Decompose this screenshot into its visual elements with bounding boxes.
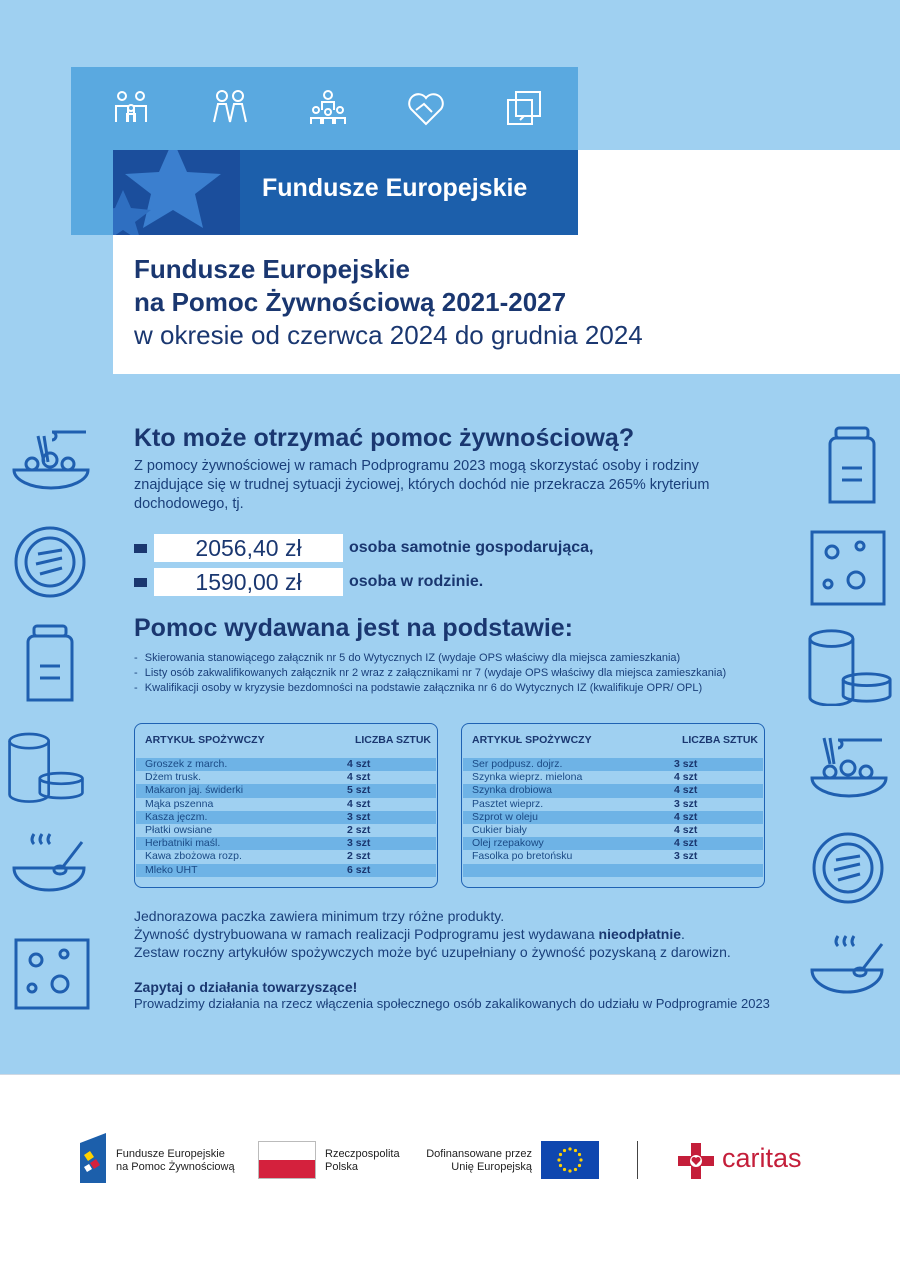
- item-quantity: 3 szt: [347, 810, 371, 823]
- milk-carton-icon: [818, 424, 898, 504]
- cheese-icon: [12, 930, 92, 1010]
- item-quantity: 3 szt: [674, 797, 698, 810]
- bullet-marker: [134, 544, 147, 553]
- item-name: Szprot w oleju: [472, 810, 538, 823]
- eu-line-1: Dofinansowane przez: [426, 1148, 532, 1160]
- item-name: Herbatniki maśl.: [145, 837, 221, 850]
- table-row: [136, 864, 436, 877]
- item-quantity: 2 szt: [347, 850, 371, 863]
- logo-divider: [637, 1141, 638, 1179]
- soup-bowl-icon: [10, 830, 90, 910]
- eligibility-text: Z pomocy żywnościowej w ramach Podprogramu 2023 mogą skorzystać osoby i rodziny znajdujące się w trudnej sytuacji życiowej, których dochód nie przekracza 265% kryterium dochodowego, tj.: [134, 458, 710, 512]
- item-name: Ser podpusz. dojrz.: [472, 758, 563, 770]
- item-quantity: 4 szt: [674, 823, 698, 836]
- table-row: [136, 798, 436, 811]
- fe-logo-icon: [80, 1133, 110, 1183]
- list-item: - Listy osób zakwalifikowanych załącznik nr 2 wraz z załącznikami nr 7 (wydaje OPS właściwy dla miejsca zamieszkania): [134, 666, 726, 681]
- note-text: Żywność dystrybuowana w ramach realizacji Podprogramu jest wydawana: [134, 926, 599, 942]
- pasta-bowl-icon: [810, 728, 890, 808]
- header-icons: [112, 88, 552, 128]
- plate-icon: [12, 524, 92, 604]
- item-name: Fasolka po bretońsku: [472, 850, 573, 863]
- table-row: [463, 837, 763, 850]
- item-quantity: 4 szt: [347, 758, 371, 770]
- table-row: [463, 798, 763, 811]
- ask-subtext: Prowadzimy działania na rzecz włączenia społecznego osób zakalikowanych do udziału w Podprogramie 2023: [134, 996, 770, 1011]
- cheese-icon: [808, 526, 888, 606]
- basis-heading: Pomoc wydawana jest na podstawie:: [134, 614, 574, 642]
- rp-line-1: Rzeczpospolita: [325, 1148, 400, 1160]
- milk-carton-icon: [16, 622, 96, 702]
- eu-flag-icon: [541, 1141, 599, 1179]
- item-name: Szynka wieprz. mielona: [472, 771, 583, 784]
- fe-logo-text: [116, 1148, 235, 1174]
- item-name: Cukier biały: [472, 823, 527, 836]
- item-quantity: 3 szt: [674, 850, 698, 863]
- column-header-item: ARTYKUŁ SPOŻYWCZY: [145, 734, 265, 746]
- family-icon: [112, 88, 152, 128]
- food-table-left: [134, 723, 438, 888]
- title-line-1: Fundusze Europejskie: [134, 254, 410, 284]
- item-name: Groszek z march.: [145, 758, 228, 770]
- fe-line-2: na Pomoc Żywnościową: [116, 1161, 235, 1173]
- income-label: osoba w rodzinie.: [349, 573, 484, 590]
- eligibility-heading: Kto może otrzymać pomoc żywnościową?: [134, 424, 635, 452]
- item-name: Mąka pszenna: [145, 797, 214, 810]
- table-row: [136, 771, 436, 784]
- item-name: Olej rzepakowy: [472, 837, 544, 850]
- item-name: Mleko UHT: [145, 863, 198, 876]
- income-row: [134, 568, 483, 596]
- item-name: Kawa zbożowa rozp.: [145, 850, 242, 863]
- header-band-title: Fundusze Europejskie: [262, 174, 528, 202]
- table-row: [463, 824, 763, 837]
- income-amount: 2056,40 zł: [154, 534, 343, 562]
- table-header: [472, 734, 758, 746]
- income-label: osoba samotnie gospodarująca,: [349, 539, 594, 556]
- page-title: [134, 253, 643, 352]
- income-amount: 1590,00 zł: [154, 568, 343, 596]
- people-icon: [210, 88, 250, 128]
- caritas-cross-icon: [676, 1141, 716, 1181]
- notes-paragraph: [134, 907, 814, 961]
- rp-logo-text: [325, 1148, 400, 1174]
- item-quantity: 4 szt: [347, 771, 371, 784]
- cans-icon: [806, 626, 894, 706]
- item-name: Dżem trusk.: [145, 771, 202, 784]
- polish-flag-icon: [258, 1141, 316, 1179]
- table-row: [463, 850, 763, 863]
- table-row: [136, 837, 436, 850]
- item-quantity: 2 szt: [347, 823, 371, 836]
- column-header-quantity: LICZBA SZTUK: [681, 734, 758, 746]
- bullet-marker: [134, 578, 147, 587]
- item-quantity: 3 szt: [347, 837, 371, 850]
- table-row: [463, 811, 763, 824]
- income-row: [134, 534, 594, 562]
- ask-heading: Zapytaj o działania towarzyszące!: [134, 979, 358, 995]
- list-item: - Kwalifikacji osoby w kryzysie bezdomności na podstawie załącznika nr 6 do Wytycznych IZ (kwalifikuje OPR/ OPL): [134, 681, 726, 696]
- eu-logo-text: [424, 1148, 532, 1174]
- plate-icon: [810, 830, 890, 910]
- table-header: [145, 734, 431, 746]
- table-row: [463, 864, 763, 877]
- pasta-bowl-icon: [10, 420, 90, 500]
- table-row: [136, 850, 436, 863]
- item-quantity: 4 szt: [674, 771, 698, 784]
- item-quantity: 6 szt: [347, 863, 371, 876]
- note-line: Jednorazowa paczka zawiera minimum trzy różne produkty.: [134, 908, 505, 924]
- fe-line-1: Fundusze Europejskie: [116, 1148, 225, 1160]
- table-row: [136, 824, 436, 837]
- table-body: [136, 758, 436, 877]
- table-row: [463, 784, 763, 797]
- item-name: Pasztet wieprz.: [472, 797, 544, 810]
- item-name: Kasza jęczm.: [145, 810, 208, 823]
- item-name: [463, 864, 674, 877]
- note-emphasis: nieodpłatnie: [598, 926, 681, 942]
- table-row: [136, 758, 436, 771]
- note-line: [134, 925, 814, 943]
- book-icon: [504, 88, 544, 128]
- soup-bowl-icon: [808, 932, 888, 1012]
- note-line: Zestaw roczny artykułów spożywczych może być uzupełniany o żywność pozyskaną z darowizn.: [134, 944, 731, 960]
- food-table-right: [461, 723, 765, 888]
- basis-list: [134, 651, 726, 696]
- title-line-3: w okresie od czerwca 2024 do grudnia 2024: [134, 320, 643, 350]
- item-quantity: 4 szt: [347, 797, 371, 810]
- item-name: Makaron jaj. świderki: [145, 784, 244, 797]
- table-row: [463, 771, 763, 784]
- footer-divider: [0, 1074, 900, 1075]
- caritas-logo-text: caritas: [722, 1143, 802, 1173]
- item-quantity: 4 szt: [674, 784, 698, 797]
- heart-hands-icon: [406, 88, 446, 128]
- item-quantity: 3 szt: [674, 758, 698, 770]
- rp-line-2: Polska: [325, 1161, 359, 1173]
- table-row: [463, 758, 763, 771]
- group-icon: [308, 88, 348, 128]
- item-name: Płatki owsiane: [145, 823, 213, 836]
- table-body: [463, 758, 763, 877]
- column-header-quantity: LICZBA SZTUK: [354, 734, 431, 746]
- item-quantity: 4 szt: [674, 810, 698, 823]
- column-header-item: ARTYKUŁ SPOŻYWCZY: [472, 734, 592, 746]
- cans-icon: [6, 726, 86, 806]
- title-line-2: na Pomoc Żywnościową 2021-2027: [134, 287, 567, 317]
- table-row: [136, 784, 436, 797]
- item-name: Szynka drobiowa: [472, 784, 552, 797]
- item-quantity: 4 szt: [674, 837, 698, 850]
- table-row: [136, 811, 436, 824]
- item-quantity: 5 szt: [347, 784, 371, 797]
- list-item: - Skierowania stanowiącego załącznik nr 5 do Wytycznych IZ (wydaje OPS właściwy dla miejsca zamieszkania): [134, 651, 726, 666]
- stars-graphic: [113, 150, 240, 235]
- note-text: .: [681, 926, 685, 942]
- eu-line-2: Unię Europejską: [451, 1161, 532, 1173]
